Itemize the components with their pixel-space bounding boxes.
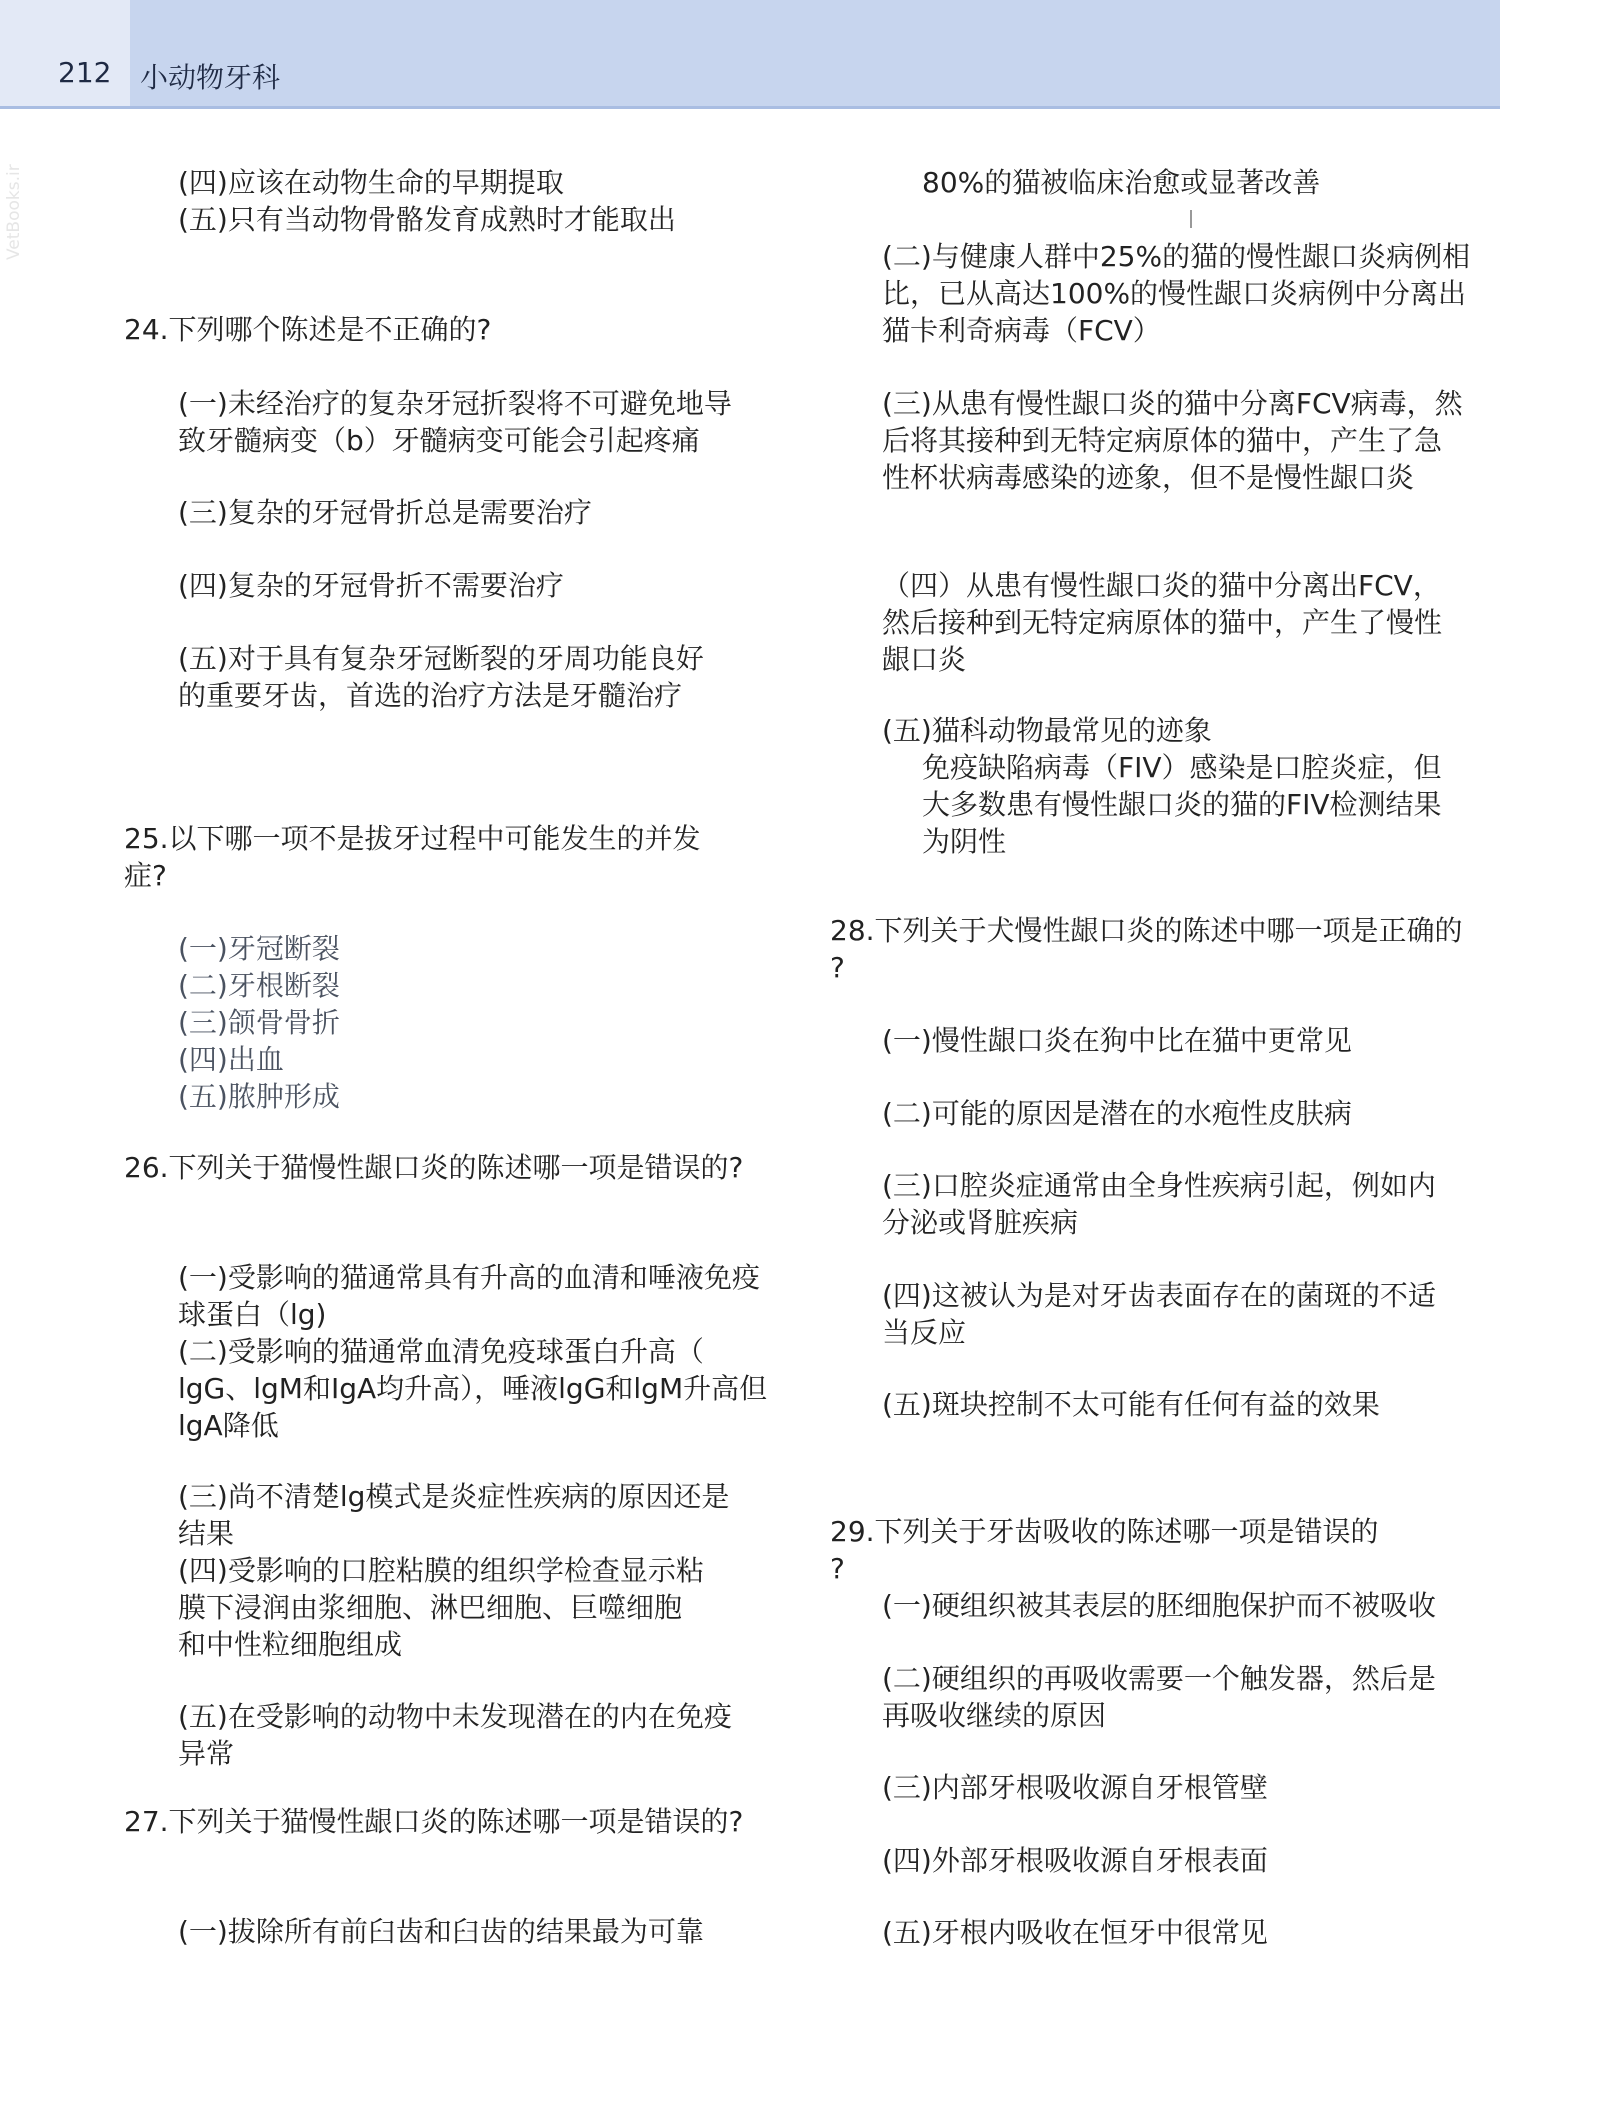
- q26-option-4-line1: (四)受影响的口腔粘膜的组织学检查显示粘: [178, 1554, 704, 1587]
- q24-option-3: (三)复杂的牙冠骨折总是需要治疗: [178, 496, 592, 529]
- q29-title-line2: ?: [830, 1552, 845, 1585]
- q29-option-2-line2: 再吸收继续的原因: [882, 1699, 1107, 1732]
- q29-option-3: (三)内部牙根吸收源自牙根管壁: [882, 1771, 1268, 1804]
- q27-option-5-line4: 为阴性: [922, 825, 1007, 858]
- q26-option-5-line2: 异常: [178, 1737, 235, 1770]
- q28-option-3-line1: (三)口腔炎症通常由全身性疾病引起，例如内: [882, 1169, 1436, 1202]
- q25-option-1: (一)牙冠断裂: [178, 932, 340, 965]
- q28-option-2: (二)可能的原因是潜在的水疱性皮肤病: [882, 1097, 1352, 1130]
- q27-option-2-line2: 比，已从高达100%的慢性龈口炎病例中分离出: [882, 277, 1467, 310]
- q27-option-3-line1: (三)从患有慢性龈口炎的猫中分离FCV病毒，然: [882, 387, 1463, 420]
- q24-option-1-line2: 致牙髓病变（b）牙髓病变可能会引起疼痛: [178, 424, 700, 457]
- q25-option-2: (二)牙根断裂: [178, 969, 340, 1002]
- q27-option-4-line2: 然后接种到无特定病原体的猫中，产生了慢性: [882, 606, 1443, 639]
- q27-option-1-tail: 80%的猫被临床治愈或显著改善: [922, 166, 1321, 199]
- q27-title: 27.下列关于猫慢性龈口炎的陈述哪一项是错误的?: [124, 1805, 744, 1838]
- q29-option-2-line1: (二)硬组织的再吸收需要一个触发器，然后是: [882, 1662, 1436, 1695]
- q26-option-1-line1: (一)受影响的猫通常具有升高的血清和唾液免疫: [178, 1261, 760, 1294]
- q24-title: 24.下列哪个陈述是不正确的?: [124, 313, 492, 346]
- watermark: VetBooks.ir: [4, 164, 24, 260]
- q25-option-4: (四)出血: [178, 1043, 284, 1076]
- q27-option-1: (一)拔除所有前臼齿和臼齿的结果最为可靠: [178, 1915, 704, 1948]
- q28-title-line2: ?: [830, 951, 845, 984]
- q23-option-5: (五)只有当动物骨骼发育成熟时才能取出: [178, 203, 676, 236]
- q26-option-2-line3: lgA降低: [178, 1409, 279, 1442]
- q25-option-5: (五)脓肿形成: [178, 1080, 340, 1113]
- q26-option-2-line2: lgG、lgM和IgA均升高），唾液lgG和lgM升高但: [178, 1372, 768, 1405]
- q26-option-1-line2: 球蛋白（lg): [178, 1298, 327, 1331]
- q28-option-1: (一)慢性龈口炎在狗中比在猫中更常见: [882, 1024, 1352, 1057]
- page-number-tab: [0, 0, 130, 106]
- q25-title-line2: 症?: [124, 859, 167, 892]
- q27-option-5-line2: 免疫缺陷病毒（FIV）感染是口腔炎症，但: [922, 751, 1442, 784]
- q26-option-2-line1: (二)受影响的猫通常血清免疫球蛋白升高（: [178, 1335, 704, 1368]
- q27-option-3-line3: 性杯状病毒感染的迹象，但不是慢性龈口炎: [882, 461, 1415, 494]
- scan-mark: [1190, 210, 1192, 228]
- q27-option-5-line1: (五)猫科动物最常见的迹象: [882, 714, 1212, 747]
- q29-option-5: (五)牙根内吸收在恒牙中很常见: [882, 1916, 1268, 1949]
- q24-option-4: (四)复杂的牙冠骨折不需要治疗: [178, 569, 564, 602]
- q28-option-4-line2: 当反应: [882, 1316, 967, 1349]
- q23-option-4: (四)应该在动物生命的早期提取: [178, 166, 564, 199]
- q27-option-2-line3: 猫卡利奇病毒（FCV）: [882, 314, 1161, 347]
- book-title: 小动物牙科: [140, 61, 281, 94]
- q28-option-3-line2: 分泌或肾脏疾病: [882, 1206, 1079, 1239]
- q24-option-5-line1: (五)对于具有复杂牙冠断裂的牙周功能良好: [178, 642, 704, 675]
- q24-option-1-line1: (一)未经治疗的复杂牙冠折裂将不可避免地导: [178, 387, 732, 420]
- q24-option-5-line2: 的重要牙齿，首选的治疗方法是牙髓治疗: [178, 679, 683, 712]
- q26-option-3-line2: 结果: [178, 1517, 235, 1550]
- q27-option-4-line3: 龈口炎: [882, 643, 967, 676]
- q27-option-2-line1: (二)与健康人群中25%的猫的慢性龈口炎病例相: [882, 240, 1471, 273]
- q25-option-3: (三)颌骨骨折: [178, 1006, 340, 1039]
- q28-option-5: (五)斑块控制不太可能有任何有益的效果: [882, 1388, 1380, 1421]
- q29-option-1: (一)硬组织被其表层的胚细胞保护而不被吸收: [882, 1589, 1436, 1622]
- q27-option-3-line2: 后将其接种到无特定病原体的猫中，产生了急: [882, 424, 1443, 457]
- q26-title: 26.下列关于猫慢性龈口炎的陈述哪一项是错误的?: [124, 1151, 744, 1184]
- q26-option-4-line2: 膜下浸润由浆细胞、淋巴细胞、巨噬细胞: [178, 1591, 683, 1624]
- q27-option-5-line3: 大多数患有慢性龈口炎的猫的FIV检测结果: [922, 788, 1442, 821]
- q29-title-line1: 29.下列关于牙齿吸收的陈述哪一项是错误的: [830, 1515, 1379, 1548]
- page-number: 212: [58, 56, 112, 89]
- q29-option-4: (四)外部牙根吸收源自牙根表面: [882, 1844, 1268, 1877]
- q26-option-4-line3: 和中性粒细胞组成: [178, 1628, 403, 1661]
- q25-title-line1: 25.以下哪一项不是拔牙过程中可能发生的并发: [124, 822, 701, 855]
- q27-option-4-line1: （四）从患有慢性龈口炎的猫中分离出FCV，: [882, 569, 1441, 602]
- q26-option-5-line1: (五)在受影响的动物中未发现潜在的内在免疫: [178, 1700, 732, 1733]
- q28-title-line1: 28.下列关于犬慢性龈口炎的陈述中哪一项是正确的: [830, 914, 1463, 947]
- q26-option-3-line1: (三)尚不清楚lg模式是炎症性疾病的原因还是: [178, 1480, 730, 1513]
- q28-option-4-line1: (四)这被认为是对牙齿表面存在的菌斑的不适: [882, 1279, 1436, 1312]
